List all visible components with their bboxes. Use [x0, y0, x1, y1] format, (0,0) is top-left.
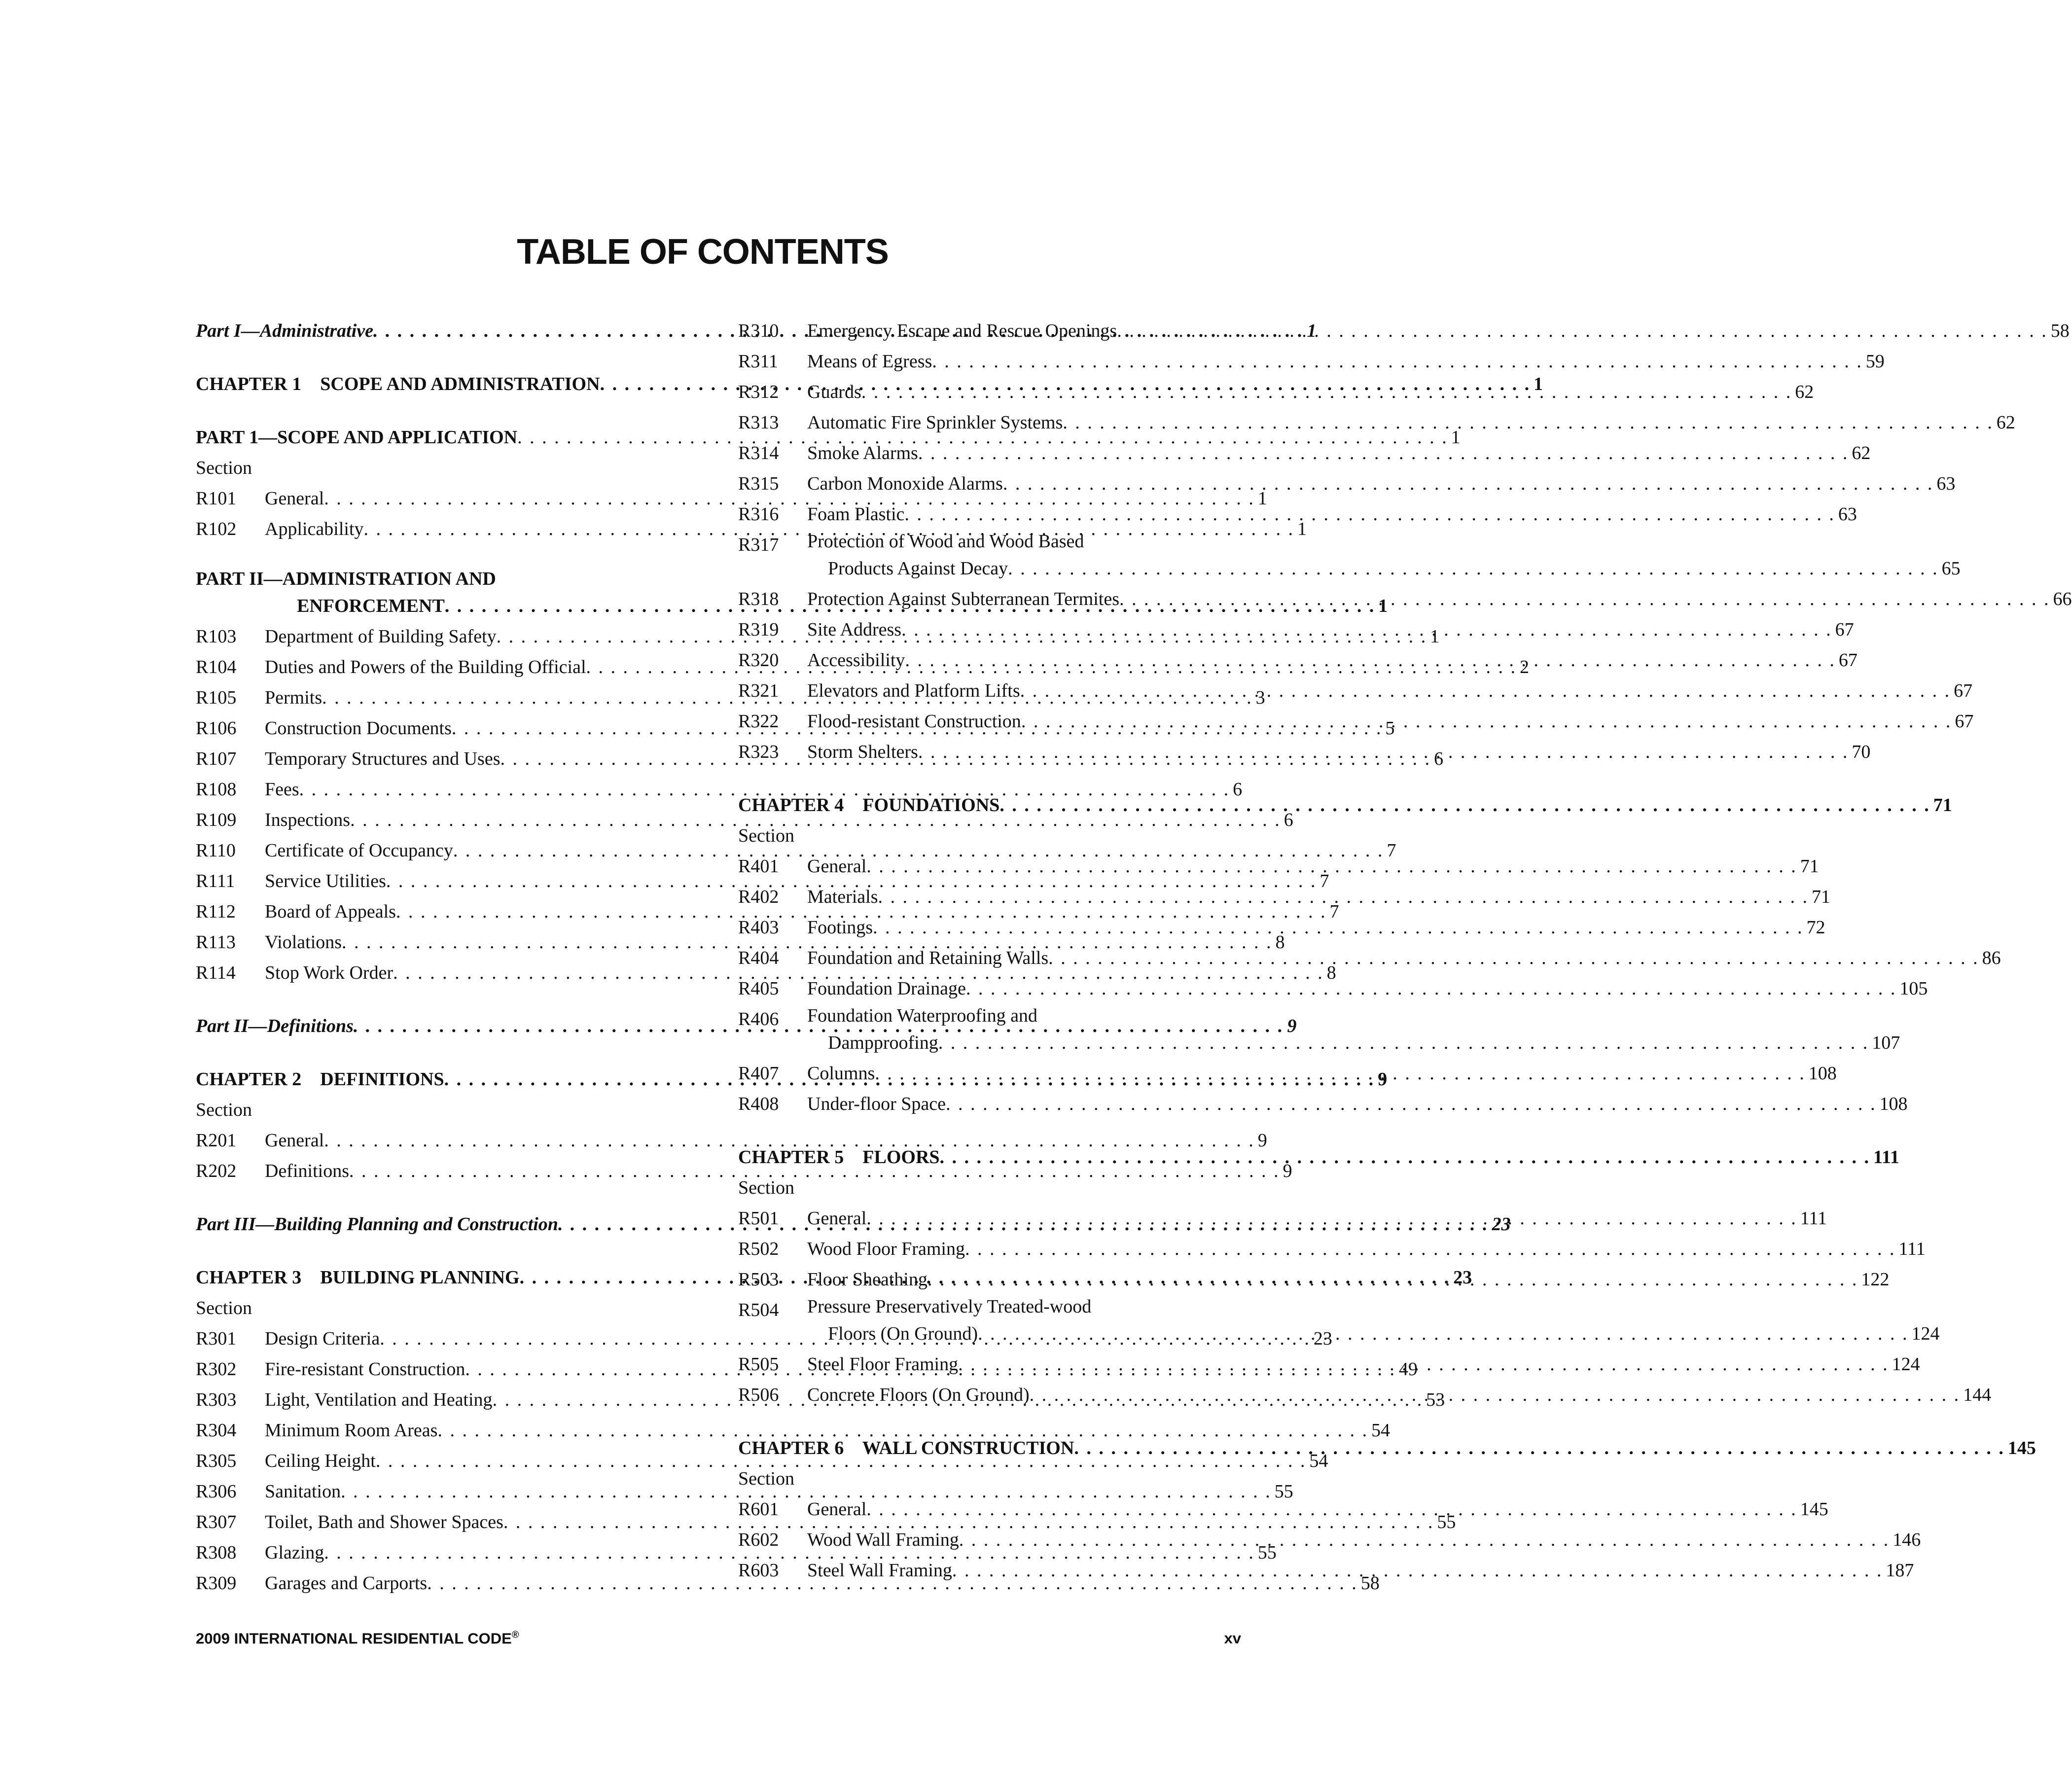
dot-leader — [904, 499, 1835, 530]
section-code: R304 — [196, 1420, 237, 1441]
dot-leader — [875, 1058, 1806, 1089]
toc-entry[interactable] — [196, 1323, 1332, 1354]
toc-entry[interactable] — [738, 1234, 1926, 1264]
page-number: 70 — [1852, 742, 1871, 762]
toc-entry[interactable] — [738, 973, 1928, 1004]
page-number: 9 — [1283, 1161, 1292, 1181]
toc-entry[interactable]: R317 Protection of Wood and Wood Based Products Against Decay . . . 65 — [738, 530, 1241, 584]
page-number: 187 — [1886, 1560, 1914, 1581]
section-code: R110 — [196, 840, 236, 861]
section-title: Permits — [265, 687, 322, 708]
page-number: 55 — [1274, 1481, 1293, 1502]
section-label: Section — [196, 458, 252, 478]
dot-leader — [959, 1525, 1890, 1555]
section-code: R402 — [738, 887, 779, 907]
section-code: R401 — [738, 856, 779, 877]
page-number: 67 — [1954, 680, 1973, 701]
section-label: Section — [738, 825, 794, 846]
page-number: 63 — [1936, 473, 1956, 494]
section-code: R313 — [738, 412, 779, 433]
page-title: TABLE OF CONTENTS — [517, 232, 889, 272]
dot-leader — [958, 1349, 1889, 1380]
toc-part-heading[interactable]: Part II—Definitions . . . 9 — [196, 1011, 696, 1041]
page-number: 58 — [2050, 320, 2070, 341]
section-code: R407 — [738, 1063, 779, 1084]
page-number: 105 — [1899, 978, 1928, 999]
section-code: R505 — [738, 1354, 779, 1375]
section-label: Section — [738, 1468, 794, 1489]
toc-entry[interactable] — [738, 614, 1854, 645]
page-number: 86 — [1982, 948, 2001, 968]
toc-entry[interactable] — [738, 737, 1871, 767]
page-number: 1 — [1430, 626, 1440, 647]
section-code: R302 — [196, 1359, 237, 1380]
page-number: 144 — [1963, 1384, 1992, 1405]
toc-part-heading[interactable]: PART 1—SCOPE AND APPLICATION . . . 1 — [196, 422, 696, 453]
section-title: Automatic Fire Sprinkler Systems — [807, 412, 1063, 433]
dot-leader — [1030, 1380, 1961, 1410]
toc-chapter-heading[interactable]: CHAPTER 5 FLOORS . . . 111 — [738, 1142, 1241, 1172]
section-title: Floor Sheathing — [807, 1269, 928, 1290]
section-title: Glazing — [265, 1542, 324, 1563]
section-title: Smoke Alarms — [807, 443, 918, 463]
toc-entry[interactable] — [738, 1089, 1908, 1119]
section-code: R506 — [738, 1384, 779, 1405]
section-label: Section — [196, 1100, 252, 1120]
section-code: R310 — [738, 320, 779, 341]
page-number: 49 — [1398, 1359, 1418, 1380]
footer-page-number: xv — [1224, 1630, 1241, 1647]
dot-leader — [1063, 407, 1994, 438]
page-number: 53 — [1426, 1389, 1445, 1410]
section-label: Section — [196, 1298, 252, 1318]
section-code: R107 — [196, 748, 237, 769]
page-number: 55 — [1437, 1512, 1456, 1532]
section-title: Applicability — [265, 519, 364, 539]
toc-entry[interactable] — [738, 851, 1819, 882]
page-number: 122 — [1861, 1269, 1890, 1290]
page-number: 58 — [1360, 1573, 1380, 1594]
page-number: 54 — [1371, 1420, 1390, 1441]
toc-entry[interactable] — [738, 912, 1825, 943]
toc-entry[interactable] — [738, 882, 1831, 912]
page-number: 6 — [1434, 748, 1443, 769]
toc-chapter-heading[interactable]: CHAPTER 3 BUILDING PLANNING . . . 23 — [196, 1262, 696, 1293]
toc-entry[interactable]: R504 Pressure Preservatively Treated-wood Floors (On Ground) . . . 124 — [738, 1295, 1241, 1349]
section-code: R111 — [196, 871, 235, 891]
section-title: Foam Plastic — [807, 504, 905, 525]
section-title: Minimum Room Areas — [265, 1420, 438, 1441]
section-code: R301 — [196, 1328, 237, 1349]
section-title: Ceiling Height — [265, 1451, 376, 1471]
dot-leader — [866, 851, 1797, 882]
section-title: Foundation Drainage — [807, 978, 966, 999]
section-title: Materials — [807, 887, 878, 907]
section-title: Means of Egress — [807, 351, 932, 372]
page-number: 66 — [2053, 589, 2072, 609]
section-title: Site Address — [807, 619, 902, 640]
toc-entry[interactable] — [196, 1446, 1328, 1476]
section-title: Construction Documents — [265, 718, 452, 739]
section-code: R319 — [738, 619, 779, 640]
section-code: R103 — [196, 626, 237, 647]
toc-chapter-heading[interactable]: CHAPTER 2 DEFINITIONS . . . 9 — [196, 1064, 696, 1095]
dot-leader — [918, 438, 1849, 468]
page-number: 67 — [1835, 619, 1854, 640]
section-title: Protection Against Subterranean Termites — [807, 589, 1119, 609]
section-title: Definitions — [265, 1161, 349, 1181]
toc-list — [196, 1125, 1292, 1186]
page-number: 5 — [1385, 718, 1395, 739]
page-number: 1 — [1257, 488, 1267, 509]
page-number: 6 — [1233, 779, 1243, 800]
page-number: 71 — [1812, 887, 1831, 907]
dot-leader — [1117, 316, 2048, 346]
page-number: 62 — [1795, 382, 1814, 402]
page-number: 62 — [1996, 412, 2015, 433]
dot-leader — [966, 973, 1897, 1004]
dot-leader — [928, 1264, 1858, 1295]
section-title: Duties and Powers of the Building Official — [265, 657, 586, 677]
section-code: R308 — [196, 1542, 237, 1563]
section-title: Sanitation — [265, 1481, 341, 1502]
section-title: Certificate of Occupancy — [265, 840, 453, 861]
page-number: 145 — [1800, 1499, 1828, 1520]
dot-leader — [952, 1555, 1883, 1586]
page-number: 59 — [1865, 351, 1885, 372]
section-title: Service Utilities — [265, 871, 386, 891]
toc-part-heading[interactable]: PART II—ADMINISTRATION AND ENFORCEMENT . . . 1 — [196, 567, 696, 621]
section-title: Elevators and Platform Lifts — [807, 680, 1020, 701]
section-title: Storm Shelters — [807, 742, 918, 762]
section-title: Flood-resistant Construction — [807, 711, 1021, 732]
page-number: 8 — [1275, 932, 1285, 953]
page-number: 62 — [1852, 443, 1871, 463]
dot-leader — [873, 912, 1804, 943]
section-title: Garages and Carports — [265, 1573, 428, 1594]
section-code: R101 — [196, 488, 237, 509]
section-code: R106 — [196, 718, 237, 739]
section-title: Under-floor Space — [807, 1094, 946, 1114]
page-number: 2 — [1520, 657, 1530, 677]
section-code: R316 — [738, 504, 779, 525]
dot-leader — [1048, 943, 1979, 973]
section-title: Steel Floor Framing — [807, 1354, 959, 1375]
dot-leader — [878, 882, 1809, 912]
section-code: R315 — [738, 473, 779, 494]
page-number: 124 — [1892, 1354, 1920, 1375]
section-code: R502 — [738, 1239, 779, 1259]
section-title: Fire-resistant Construction — [265, 1359, 465, 1380]
section-title: Emergency Escape and Rescue Openings — [807, 320, 1117, 341]
section-title: General — [807, 1499, 867, 1520]
toc-entry[interactable] — [738, 645, 1858, 675]
section-title: Foundation and Retaining Walls — [807, 948, 1049, 968]
section-code: R405 — [738, 978, 779, 999]
page-number: 9 — [1257, 1130, 1267, 1151]
section-code: R408 — [738, 1094, 779, 1114]
page-number: 55 — [1257, 1542, 1277, 1563]
dot-leader — [861, 377, 1792, 407]
toc-chapter-heading[interactable]: CHAPTER 4 FOUNDATIONS . . . 71 — [738, 790, 1241, 820]
section-code: R306 — [196, 1481, 237, 1502]
page-number: 3 — [1255, 687, 1265, 708]
section-title: Department of Building Safety — [265, 626, 497, 647]
section-code: R603 — [738, 1560, 779, 1581]
page-number: 111 — [1800, 1208, 1827, 1229]
section-code: R312 — [738, 382, 779, 402]
section-title: Board of Appeals — [265, 901, 396, 922]
section-title: General — [807, 856, 867, 877]
section-code: R314 — [738, 443, 779, 463]
section-code: R202 — [196, 1161, 237, 1181]
dot-leader — [1003, 468, 1934, 499]
toc-entry[interactable] — [738, 943, 2001, 973]
page-number: 1 — [1297, 519, 1307, 539]
section-code: R114 — [196, 962, 236, 983]
section-code: R108 — [196, 779, 237, 800]
page-number: 23 — [1313, 1328, 1332, 1349]
section-code: R201 — [196, 1130, 237, 1151]
section-code: R307 — [196, 1512, 237, 1532]
section-code: R305 — [196, 1451, 237, 1471]
dot-leader — [1119, 584, 2050, 614]
section-code: R403 — [738, 917, 779, 938]
page-number: 6 — [1284, 810, 1293, 830]
page-number: 146 — [1893, 1529, 1921, 1550]
page-number: 67 — [1838, 650, 1858, 671]
section-code: R321 — [738, 680, 779, 701]
section-title: Light, Ventilation and Heating — [265, 1389, 493, 1410]
section-code: R109 — [196, 810, 237, 830]
toc-entry[interactable] — [196, 774, 1243, 805]
dot-leader — [965, 1234, 1896, 1264]
page-number: 7 — [1329, 901, 1339, 922]
section-code: R311 — [738, 351, 778, 372]
toc-entry[interactable] — [196, 1415, 1390, 1446]
section-title: Fees — [265, 779, 299, 800]
toc-entry[interactable]: R406 Foundation Waterproofing and Dampproofing . . . 107 — [738, 1004, 1241, 1058]
toc-chapter-heading[interactable]: CHAPTER 1 SCOPE AND ADMINISTRATION . . . 1 — [196, 369, 696, 399]
dot-leader — [946, 1089, 1877, 1119]
page-number: 54 — [1309, 1451, 1328, 1471]
toc-entry[interactable] — [196, 805, 1293, 835]
section-title: Toilet, Bath and Shower Spaces — [265, 1512, 503, 1532]
section-code: R323 — [738, 742, 779, 762]
section-code: R105 — [196, 687, 237, 708]
section-code: R320 — [738, 650, 779, 671]
page-number: 72 — [1806, 917, 1825, 938]
section-title: Concrete Floors (On Ground) — [807, 1384, 1030, 1405]
toc-entry[interactable] — [738, 499, 1857, 530]
section-title: Stop Work Order — [265, 962, 393, 983]
toc-list — [738, 851, 2001, 1004]
section-code: R104 — [196, 657, 237, 677]
dot-leader — [1020, 675, 1951, 706]
toc-part-heading[interactable]: Part I—Administrative . . . 1 — [196, 316, 696, 346]
toc-entry[interactable] — [738, 438, 1871, 468]
section-title: Wood Floor Framing — [807, 1239, 965, 1259]
toc-list — [738, 584, 2072, 767]
toc-part-heading[interactable]: Part III—Building Planning and Construction . . . 23 — [196, 1209, 696, 1240]
section-code: R309 — [196, 1573, 237, 1594]
page-number: 7 — [1387, 840, 1396, 861]
section-code: R503 — [738, 1269, 779, 1290]
dot-leader — [866, 1494, 1797, 1525]
dot-leader — [905, 645, 1836, 675]
toc-entry[interactable] — [738, 584, 2072, 614]
toc-entry[interactable] — [738, 706, 1974, 737]
page-number: 108 — [1879, 1094, 1908, 1114]
page-number: 111 — [1898, 1239, 1926, 1259]
page-number: 7 — [1320, 871, 1329, 891]
section-title: General — [265, 1130, 324, 1151]
section-title: Footings — [807, 917, 873, 938]
registered-mark: ® — [511, 1630, 519, 1640]
toc-entry[interactable] — [196, 1125, 1267, 1156]
section-code: R601 — [738, 1499, 779, 1520]
section-code: R322 — [738, 711, 779, 732]
toc-entry[interactable] — [738, 346, 1885, 377]
section-code: R303 — [196, 1389, 237, 1410]
toc-entry[interactable] — [738, 407, 2015, 438]
page-number: 67 — [1955, 711, 1974, 732]
section-title: Wood Wall Framing — [807, 1529, 959, 1550]
section-title: General — [807, 1208, 867, 1229]
footer-book-title: 2009 INTERNATIONAL RESIDENTIAL CODE® — [196, 1630, 519, 1647]
toc-entry[interactable] — [196, 1156, 1292, 1186]
toc-entry[interactable] — [738, 675, 1973, 706]
section-title: Steel Wall Framing — [807, 1560, 952, 1581]
section-code: R112 — [196, 901, 236, 922]
section-title: Columns — [807, 1063, 875, 1084]
section-title: Carbon Monoxide Alarms — [807, 473, 1003, 494]
section-label: Section — [738, 1177, 794, 1198]
section-title: General — [265, 488, 324, 509]
page-number: 71 — [1800, 856, 1819, 877]
section-title: Violations — [265, 932, 342, 953]
section-code: R602 — [738, 1529, 779, 1550]
page-number: 63 — [1838, 504, 1857, 525]
dot-leader — [901, 614, 1832, 645]
section-title: Design Criteria — [265, 1328, 380, 1349]
section-code: R318 — [738, 589, 779, 609]
section-title: Accessibility — [807, 650, 905, 671]
toc-chapter-heading[interactable]: CHAPTER 6 WALL CONSTRUCTION . . . 145 — [738, 1433, 1241, 1463]
section-code: R404 — [738, 948, 779, 968]
page-number: 8 — [1326, 962, 1336, 983]
dot-leader — [932, 346, 1863, 377]
page-number: 108 — [1808, 1063, 1837, 1084]
toc-entry[interactable] — [738, 468, 1956, 499]
section-code: R102 — [196, 519, 237, 539]
dot-leader — [918, 737, 1849, 767]
section-code: R501 — [738, 1208, 779, 1229]
section-title: Inspections — [265, 810, 351, 830]
dot-leader — [866, 1203, 1797, 1234]
section-title: Temporary Structures and Uses — [265, 748, 500, 769]
section-title: Guards — [807, 382, 861, 402]
dot-leader — [1021, 706, 1952, 737]
section-code: R113 — [196, 932, 236, 953]
